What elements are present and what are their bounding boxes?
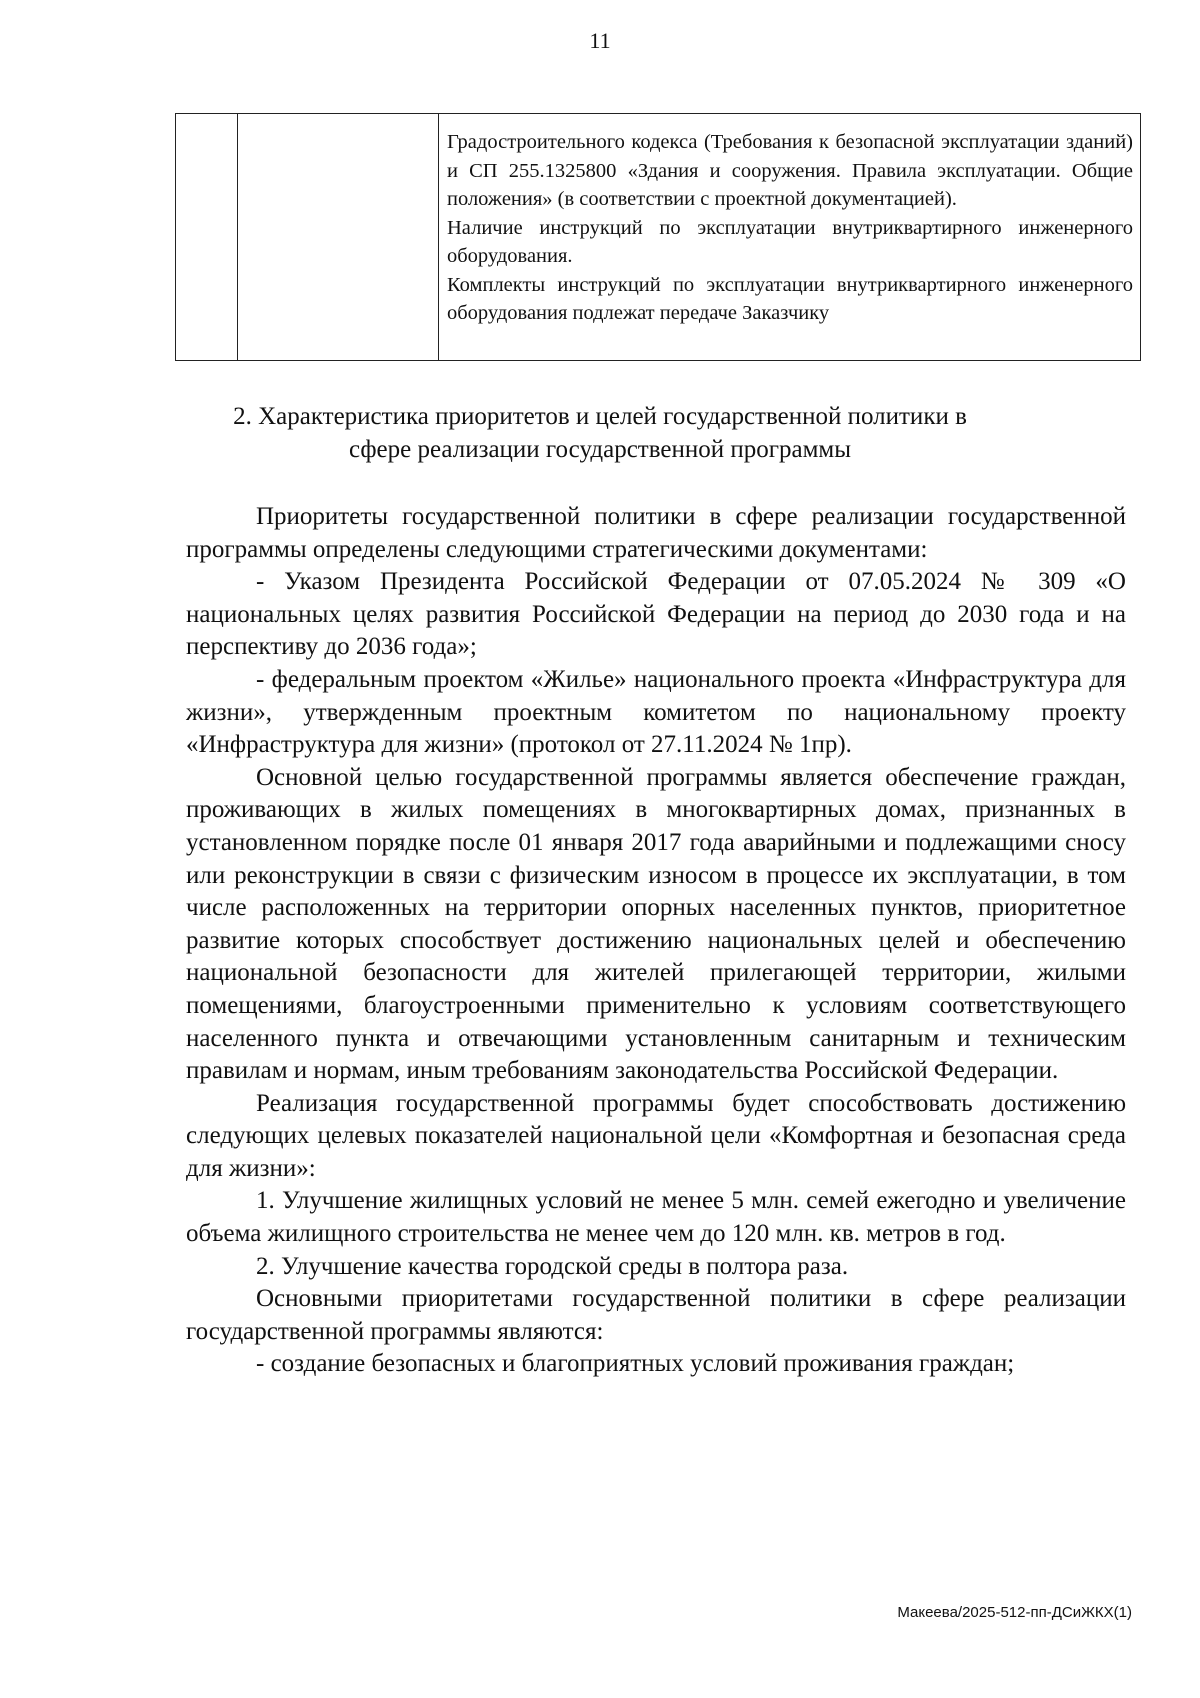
body-paragraph: 2. Улучшение качества городской среды в полтора раза. [256,1252,849,1280]
table-column-divider [438,114,439,360]
body-paragraph: Основной целью государственной программы является обеспечение граждан, проживающих в жилых помещениях в многоквартирных домах, признанных в установленном порядке после 01 января 2017 года аварийными и подлежащими сносу или реконструкции в связи с физическим износом в процессе их эксплуатации, в том числе расположенных на территории опорных населенных пунктов, приоритетное развитие которых способствует достижению национальных целей и обеспечению национальной безопасности для жителей прилегающей территории, жилыми помещениями, благоустроенными применительно к условиям соответствующего населенного пункта и отвечающими установленным санитарным и техническим правилам и нормам, иным требованиям законодательства Российской Федерации. [186,763,1126,1085]
body-paragraph: Реализация государственной программы будет способствовать достижению следующих целевых показателей национальной цели «Комфортная и безопасная среда для жизни»: [186,1089,1126,1182]
section-heading [0,400,1200,466]
body-paragraph: - федеральным проектом «Жилье» национального проекта «Инфраструктура для жизни», утвержденным проектным комитетом по национальному проекту «Инфраструктура для жизни» (протокол от 27.11.2024 № 1пр). [186,665,1126,759]
page-number: 11 [589,28,611,53]
body-paragraph: - создание безопасных и благоприятных условий проживания граждан; [256,1350,1015,1378]
table-cell-paragraph: Комплекты инструкций по эксплуатации внутриквартирного инженерного оборудования подлежат передаче Заказчику [447,273,1133,324]
body-paragraph: Основными приоритетами государственной политики в сфере реализации государственной программы являются: [186,1285,1126,1345]
section-heading-line: сфере реализации государственной программы [348,436,852,463]
document-code: Макеева/2025-512-пп-ДСиЖКХ(1) [897,1604,1132,1621]
table-column-divider [237,114,238,360]
table-fragment [175,113,1141,361]
table-cell-paragraph: Градостроительного кодекса (Требования к безопасной эксплуатации зданий) и СП 255.1325800 «Здания и сооружения. Правила эксплуатации. Общие положения» (в соответствии с проектной документацией). [447,131,1133,210]
table-cell-paragraph: Наличие инструкций по эксплуатации внутриквартирного инженерного оборудования. [447,216,1133,267]
table-cell-requirements [447,128,1133,328]
body-text [186,501,1126,1381]
body-paragraph: Приоритеты государственной политики в сфере реализации государственной программы определены следующими стратегическими документами: [186,503,1126,563]
body-paragraph: - Указом Президента Российской Федерации от 07.05.2024 № 309 «О национальных целях развития Российской Федерации на период до 2030 года и на перспективу до 2036 года»; [186,568,1126,661]
section-heading-line: 2. Характеристика приоритетов и целей государственной политики в [233,403,967,430]
body-paragraph: 1. Улучшение жилищных условий не менее 5 млн. семей ежегодно и увеличение объема жилищного строительства не менее чем до 120 млн. кв. метров в год. [186,1187,1126,1248]
